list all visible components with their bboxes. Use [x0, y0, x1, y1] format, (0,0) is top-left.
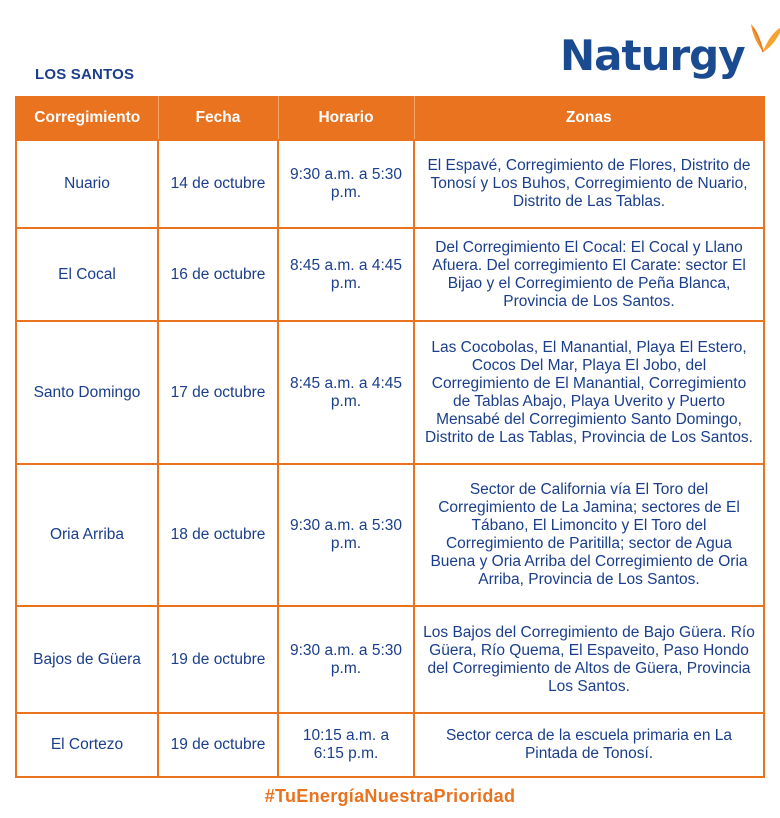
header [0, 0, 780, 96]
cell-horario: 9:30 a.m. a 5:30 p.m. [278, 464, 414, 606]
cell-zonas: Sector cerca de la escuela primaria en La Pintada de Tonosí. [414, 713, 764, 777]
table-row [16, 713, 764, 777]
cell-horario: 8:45 a.m. a 4:45 p.m. [278, 321, 414, 464]
column-header-horario: Horario [278, 96, 414, 140]
cell-zonas: Sector de California vía El Toro del Corregimiento de La Jamina; sectores de El Tábano, El Limoncito y El Toro del Corregimiento de Paritilla; sector de Agua Buena y Oria Arriba del Corregimiento de Oria Arriba, Provincia de Los Santos. [414, 464, 764, 606]
cell-corregimiento: Bajos de Güera [16, 606, 158, 713]
cell-fecha: 18 de octubre [158, 464, 278, 606]
cell-corregimiento: Nuario [16, 140, 158, 228]
column-header-corregimiento: Corregimiento [16, 96, 158, 140]
naturgy-logo [560, 22, 780, 82]
cell-horario: 8:45 a.m. a 4:45 p.m. [278, 228, 414, 321]
table-header-row [16, 96, 764, 140]
table-row [16, 140, 764, 228]
cell-corregimiento: El Cocal [16, 228, 158, 321]
cell-zonas: El Espavé, Corregimiento de Flores, Distrito de Tonosí y Los Buhos, Corregimiento de Nuario, Distrito de Las Tablas. [414, 140, 764, 228]
cell-corregimiento: El Cortezo [16, 713, 158, 777]
cell-corregimiento: Santo Domingo [16, 321, 158, 464]
cell-fecha: 19 de octubre [158, 713, 278, 777]
cell-fecha: 16 de octubre [158, 228, 278, 321]
cell-corregimiento: Oria Arriba [16, 464, 158, 606]
schedule-table [15, 96, 765, 778]
table-row [16, 606, 764, 713]
cell-fecha: 17 de octubre [158, 321, 278, 464]
column-header-fecha: Fecha [158, 96, 278, 140]
region-title: LOS SANTOS [35, 66, 135, 83]
cell-horario: 9:30 a.m. a 5:30 p.m. [278, 606, 414, 713]
cell-horario: 9:30 a.m. a 5:30 p.m. [278, 140, 414, 228]
butterfly-icon [747, 22, 780, 66]
cell-fecha: 19 de octubre [158, 606, 278, 713]
cell-zonas: Del Corregimiento El Cocal: El Cocal y Llano Afuera. Del corregimiento El Carate: sector El Bijao y el Corregimiento de Peña Blanca, Provincia de Los Santos. [414, 228, 764, 321]
table-row [16, 464, 764, 606]
cell-fecha: 14 de octubre [158, 140, 278, 228]
logo-text: Naturgy [560, 31, 745, 80]
cell-zonas: Las Cocobolas, El Manantial, Playa El Estero, Cocos Del Mar, Playa El Jobo, del Corregimiento de El Manantial, Corregimiento de Tablas Abajo, Playa Uverito y Puerto Mensabé del Corregimiento Santo Domingo, Distrito de Las Tablas, Provincia de Los Santos. [414, 321, 764, 464]
table-row [16, 321, 764, 464]
cell-horario: 10:15 a.m. a 6:15 p.m. [278, 713, 414, 777]
table-row [16, 228, 764, 321]
column-header-zonas: Zonas [414, 96, 764, 140]
campaign-hashtag: #TuEnergíaNuestraPrioridad [264, 786, 516, 806]
cell-zonas: Los Bajos del Corregimiento de Bajo Güera. Río Güera, Río Quema, El Espaveito, Paso Hondo del Corregimiento de Altos de Güera, Provincia Los Santos. [414, 606, 764, 713]
